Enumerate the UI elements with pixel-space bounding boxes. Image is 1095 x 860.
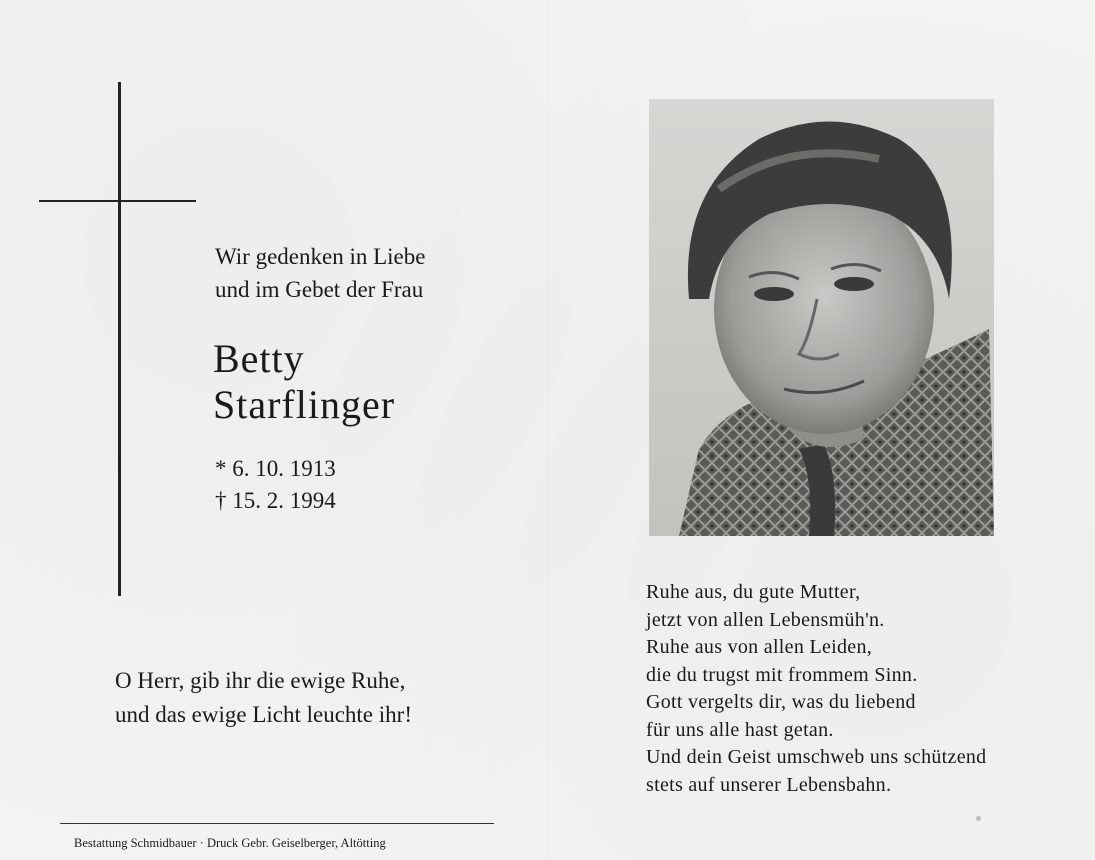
- birth-date: * 6. 10. 1913: [215, 456, 336, 481]
- prayer-line-1: O Herr, gib ihr die ewige Ruhe,: [115, 668, 406, 693]
- poem-line: die du trugst mit frommem Sinn.: [646, 663, 918, 686]
- poem-text: [646, 579, 986, 799]
- poem-line: für uns alle hast getan.: [646, 718, 834, 741]
- poem-line: Und dein Geist umschweb uns schützend: [646, 746, 987, 768]
- poem-line: Ruhe aus, du gute Mutter,: [646, 581, 861, 603]
- life-dates: [215, 453, 336, 517]
- cross-vertical-bar: [118, 82, 121, 596]
- poem-line: Gott vergelts dir, was du liebend: [646, 691, 916, 713]
- center-fold: [548, 0, 550, 860]
- cross-horizontal-bar: [39, 200, 196, 202]
- portrait-illustration: [649, 99, 994, 536]
- prayer-line-2: und das ewige Licht leuchte ihr!: [115, 702, 412, 727]
- footer-divider: [60, 823, 494, 824]
- poem-line: jetzt von allen Lebensmüh'n.: [646, 608, 885, 631]
- last-name: Starflinger: [213, 382, 396, 427]
- prayer-text: [115, 664, 412, 732]
- portrait-photo: [649, 99, 994, 536]
- death-date: † 15. 2. 1994: [215, 488, 336, 513]
- intro-text: [215, 240, 425, 306]
- intro-line-1: Wir gedenken in Liebe: [215, 244, 426, 269]
- poem-line: Ruhe aus von allen Leiden,: [646, 636, 873, 658]
- paper-speck: [976, 816, 981, 821]
- first-name: Betty: [213, 336, 305, 381]
- deceased-name: [213, 336, 395, 428]
- poem-line: stets auf unserer Lebensbahn.: [646, 773, 892, 796]
- printer-credit: Bestattung Schmidbauer · Druck Gebr. Geiselberger, Altötting: [74, 836, 386, 850]
- intro-line-2: und im Gebet der Frau: [215, 277, 424, 302]
